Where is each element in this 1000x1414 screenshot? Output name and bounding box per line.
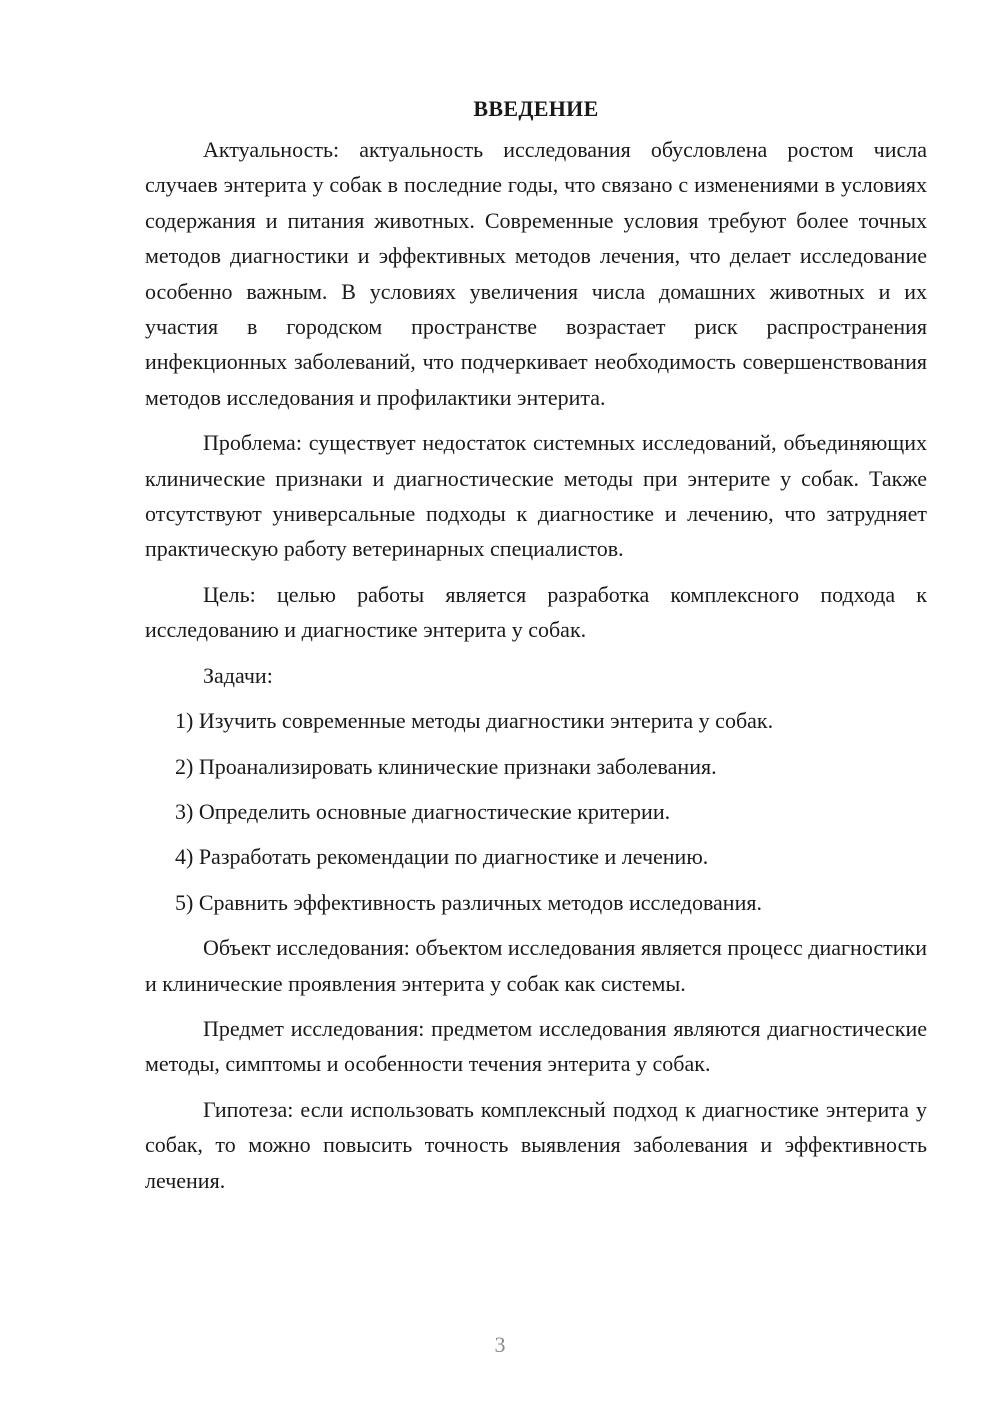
tasks-title: Задачи:: [203, 662, 273, 688]
paragraph-relevance: Актуальность: актуальность исследования обусловлена ростом числа случаев энтерита у собак в последние годы, что связано с изменениями в условиях содержания и питания животных. Современные условия требуют более точных методов диагностики и эффективных методов лечения, что делает исследование особенно важным. В условиях увеличения числа домашних животных и их участия в городском пространстве возрастает риск распространения инфекционных заболеваний, что подчеркивает необходимость совершенствования методов исследования и профилактики энтерита.: [145, 137, 927, 410]
paragraph-subject: Предмет исследования: предметом исследования являются диагностические методы, симптомы и особенности течения энтерита у собак.: [145, 1015, 927, 1077]
paragraph-problem: Проблема: существует недостаток системных исследований, объединяющих клинические признаки и диагностические методы при энтерите у собак. Также отсутствуют универсальные подходы к диагностике и лечению, что затрудняет практическую работу ветеринарных специалистов.: [145, 430, 927, 562]
page-number: 3: [494, 1332, 506, 1357]
list-item: 3) Определить основные диагностические критерии.: [175, 798, 671, 824]
paragraph-object: Объект исследования: объектом исследования является процесс диагностики и клинические проявления энтерита у собак как системы.: [145, 935, 927, 996]
list-item: 2) Проанализировать клинические признаки заболевания.: [175, 753, 717, 779]
list-item: 1) Изучить современные методы диагностики энтерита у собак.: [175, 708, 774, 734]
task-list: [145, 703, 927, 920]
paragraph-hypothesis: Гипотеза: если использовать комплексный подход к диагностике энтерита у собак, то можно повысить точность выявления заболевания и эффективность лечения.: [145, 1096, 927, 1193]
page-title: ВВЕДЕНИЕ: [473, 96, 599, 121]
list-item: 4) Разработать рекомендации по диагностике и лечению.: [175, 844, 709, 870]
document-page: [145, 92, 927, 1208]
list-item: 5) Сравнить эффективность различных методов исследования.: [175, 889, 762, 915]
paragraph-goal: Цель: целью работы является разработка комплексного подхода к исследованию и диагностике энтерита у собак.: [145, 581, 927, 643]
